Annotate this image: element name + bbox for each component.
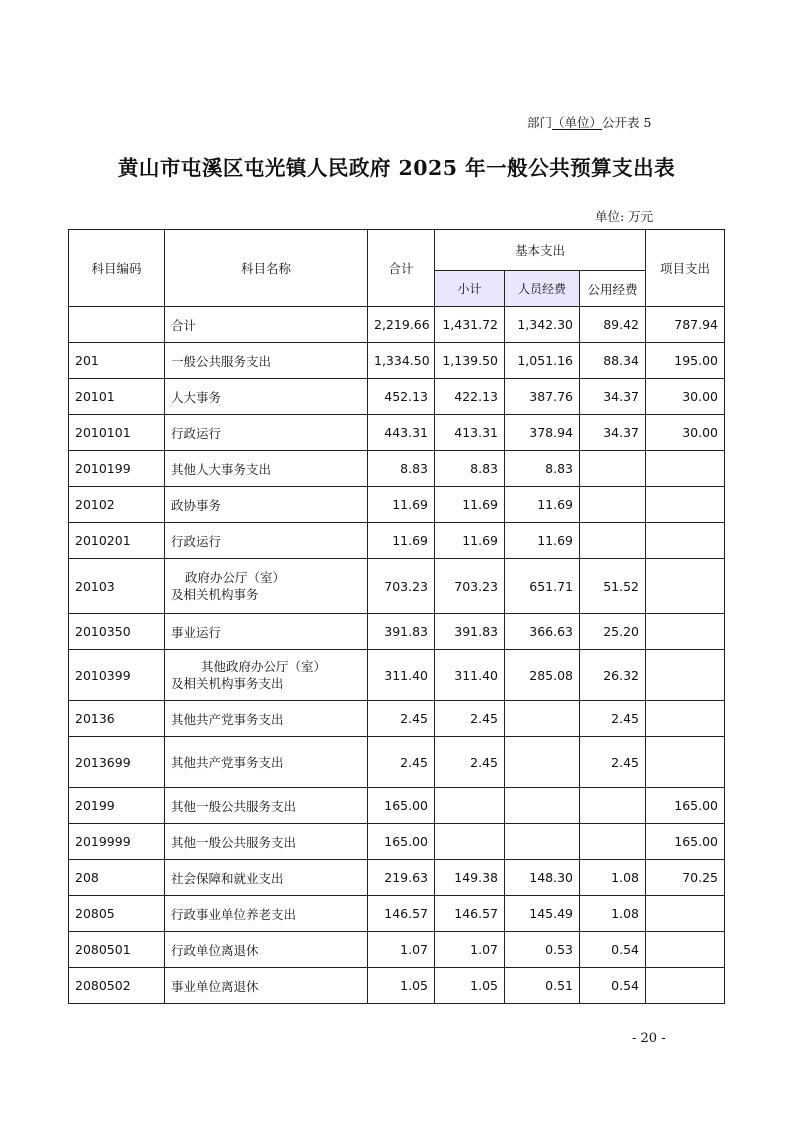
cell-personnel: 366.63: [505, 614, 580, 650]
cell-total: 443.31: [368, 415, 435, 451]
cell-name: 行政事业单位养老支出: [165, 896, 368, 932]
cell-name: 人大事务: [165, 379, 368, 415]
cell-public: 51.52: [580, 559, 646, 614]
cell-name: [165, 650, 368, 701]
cell-total: 2.45: [368, 737, 435, 788]
cell-code: 20102: [69, 487, 165, 523]
cell-project: [646, 737, 725, 788]
cell-name: 事业单位离退休: [165, 968, 368, 1004]
cell-project: [646, 523, 725, 559]
cell-public: [580, 487, 646, 523]
cell-total: 11.69: [368, 523, 435, 559]
cell-public: 1.08: [580, 860, 646, 896]
cell-name-line1: 其他政府办公厅（室）: [201, 659, 327, 674]
cell-name: 事业运行: [165, 614, 368, 650]
table-row: [69, 415, 725, 451]
cell-public: 25.20: [580, 614, 646, 650]
cell-code: 2010201: [69, 523, 165, 559]
page-number: - 20 -: [632, 1031, 666, 1046]
cell-project: 30.00: [646, 415, 725, 451]
cell-subtotal: 2.45: [435, 701, 505, 737]
cell-total: 1,334.50: [368, 343, 435, 379]
cell-code: 201: [69, 343, 165, 379]
cell-name: 行政运行: [165, 415, 368, 451]
cell-total: 165.00: [368, 824, 435, 860]
cell-public: 2.45: [580, 737, 646, 788]
cell-name: 其他共产党事务支出: [165, 701, 368, 737]
cell-name: 政协事务: [165, 487, 368, 523]
table-row: [69, 650, 725, 701]
cell-code: 2013699: [69, 737, 165, 788]
table-row: [69, 701, 725, 737]
header-personnel: 人员经费: [505, 271, 580, 307]
cell-project: 30.00: [646, 379, 725, 415]
cell-name: 其他一般公共服务支出: [165, 824, 368, 860]
cell-total: 165.00: [368, 788, 435, 824]
cell-personnel: 0.53: [505, 932, 580, 968]
cell-personnel: 651.71: [505, 559, 580, 614]
cell-personnel: 285.08: [505, 650, 580, 701]
cell-total: 452.13: [368, 379, 435, 415]
cell-subtotal: 146.57: [435, 896, 505, 932]
cell-public: 0.54: [580, 968, 646, 1004]
cell-personnel: [505, 824, 580, 860]
table-row: [69, 824, 725, 860]
cell-subtotal: 1.05: [435, 968, 505, 1004]
cell-name: 合计: [165, 307, 368, 343]
cell-project: [646, 968, 725, 1004]
cell-name: [165, 559, 368, 614]
table-number-label: [527, 113, 667, 131]
cell-subtotal: 2.45: [435, 737, 505, 788]
cell-code: 2080501: [69, 932, 165, 968]
cell-personnel: 11.69: [505, 523, 580, 559]
cell-public: 34.37: [580, 415, 646, 451]
cell-project: 70.25: [646, 860, 725, 896]
cell-project: [646, 896, 725, 932]
header-code: 科目编码: [69, 230, 165, 307]
label-prefix: 部门: [527, 115, 553, 130]
cell-code: 208: [69, 860, 165, 896]
cell-code: 20103: [69, 559, 165, 614]
table-row: [69, 932, 725, 968]
budget-table: [68, 229, 725, 1004]
header-project: 项目支出: [646, 230, 725, 307]
cell-subtotal: 8.83: [435, 451, 505, 487]
cell-project: 165.00: [646, 824, 725, 860]
table-row: [69, 343, 725, 379]
cell-personnel: 378.94: [505, 415, 580, 451]
label-unit: （单位）: [552, 115, 603, 130]
table-row: [69, 559, 725, 614]
header-subtotal: 小计: [435, 271, 505, 307]
cell-personnel: 145.49: [505, 896, 580, 932]
cell-project: 165.00: [646, 788, 725, 824]
cell-code: 2010399: [69, 650, 165, 701]
cell-total: 2,219.66: [368, 307, 435, 343]
cell-public: 2.45: [580, 701, 646, 737]
cell-project: [646, 614, 725, 650]
cell-name: 行政单位离退休: [165, 932, 368, 968]
table-row: [69, 451, 725, 487]
cell-name: 其他一般公共服务支出: [165, 788, 368, 824]
cell-project: [646, 650, 725, 701]
cell-personnel: [505, 737, 580, 788]
table-row: [69, 523, 725, 559]
table-row: [69, 379, 725, 415]
cell-public: [580, 523, 646, 559]
cell-public: 26.32: [580, 650, 646, 701]
cell-personnel: 148.30: [505, 860, 580, 896]
cell-subtotal: 413.31: [435, 415, 505, 451]
cell-name-line2: 及相关机构事务支出: [171, 676, 284, 691]
table-row: [69, 860, 725, 896]
cell-total: 311.40: [368, 650, 435, 701]
cell-code: 20101: [69, 379, 165, 415]
cell-project: [646, 559, 725, 614]
cell-total: 2.45: [368, 701, 435, 737]
table-row: [69, 896, 725, 932]
cell-total: 703.23: [368, 559, 435, 614]
cell-code: 2010350: [69, 614, 165, 650]
cell-project: [646, 487, 725, 523]
header-total: 合计: [368, 230, 435, 307]
cell-total: 1.05: [368, 968, 435, 1004]
cell-public: 1.08: [580, 896, 646, 932]
cell-public: [580, 824, 646, 860]
cell-project: [646, 932, 725, 968]
table-row: [69, 737, 725, 788]
cell-subtotal: [435, 824, 505, 860]
cell-code: 2080502: [69, 968, 165, 1004]
table-row: [69, 307, 725, 343]
table-row: [69, 614, 725, 650]
cell-public: [580, 451, 646, 487]
cell-code: 2010101: [69, 415, 165, 451]
table-row: [69, 788, 725, 824]
cell-code: 20805: [69, 896, 165, 932]
page-title: 黄山市屯溪区屯光镇人民政府 2025 年一般公共预算支出表: [117, 156, 676, 180]
cell-total: 219.63: [368, 860, 435, 896]
cell-code: 2019999: [69, 824, 165, 860]
table-row: [69, 487, 725, 523]
cell-public: 0.54: [580, 932, 646, 968]
cell-name: 其他共产党事务支出: [165, 737, 368, 788]
cell-subtotal: 11.69: [435, 487, 505, 523]
cell-personnel: [505, 788, 580, 824]
table-row: [69, 968, 725, 1004]
cell-total: 8.83: [368, 451, 435, 487]
header-basic: 基本支出: [435, 230, 646, 271]
cell-project: [646, 701, 725, 737]
cell-subtotal: 11.69: [435, 523, 505, 559]
cell-personnel: 1,051.16: [505, 343, 580, 379]
cell-public: 89.42: [580, 307, 646, 343]
cell-subtotal: [435, 788, 505, 824]
cell-code: 20199: [69, 788, 165, 824]
header-name: 科目名称: [165, 230, 368, 307]
cell-subtotal: 1,139.50: [435, 343, 505, 379]
cell-subtotal: 422.13: [435, 379, 505, 415]
cell-personnel: 8.83: [505, 451, 580, 487]
cell-total: 1.07: [368, 932, 435, 968]
cell-total: 146.57: [368, 896, 435, 932]
table-body: [69, 307, 725, 1004]
cell-name: 一般公共服务支出: [165, 343, 368, 379]
cell-name: 行政运行: [165, 523, 368, 559]
cell-project: [646, 451, 725, 487]
cell-subtotal: 391.83: [435, 614, 505, 650]
cell-personnel: 1,342.30: [505, 307, 580, 343]
cell-project: 787.94: [646, 307, 725, 343]
cell-personnel: 11.69: [505, 487, 580, 523]
cell-name-line1: 政府办公厅（室）: [185, 570, 286, 585]
cell-code: 2010199: [69, 451, 165, 487]
cell-name: 其他人大事务支出: [165, 451, 368, 487]
cell-name-line2: 及相关机构事务: [171, 587, 259, 602]
cell-name: 社会保障和就业支出: [165, 860, 368, 896]
cell-personnel: 387.76: [505, 379, 580, 415]
cell-project: 195.00: [646, 343, 725, 379]
cell-public: 34.37: [580, 379, 646, 415]
cell-subtotal: 311.40: [435, 650, 505, 701]
unit-label: 单位: 万元: [595, 209, 654, 224]
cell-total: 391.83: [368, 614, 435, 650]
header-public: 公用经费: [580, 271, 646, 307]
cell-subtotal: 1,431.72: [435, 307, 505, 343]
cell-subtotal: 703.23: [435, 559, 505, 614]
cell-subtotal: 149.38: [435, 860, 505, 896]
cell-public: 88.34: [580, 343, 646, 379]
cell-total: 11.69: [368, 487, 435, 523]
cell-subtotal: 1.07: [435, 932, 505, 968]
cell-personnel: [505, 701, 580, 737]
cell-public: [580, 788, 646, 824]
cell-personnel: 0.51: [505, 968, 580, 1004]
label-suffix: 公开表 5: [602, 115, 652, 130]
cell-code: 20136: [69, 701, 165, 737]
header-row-1: [69, 230, 725, 271]
cell-code: [69, 307, 165, 343]
